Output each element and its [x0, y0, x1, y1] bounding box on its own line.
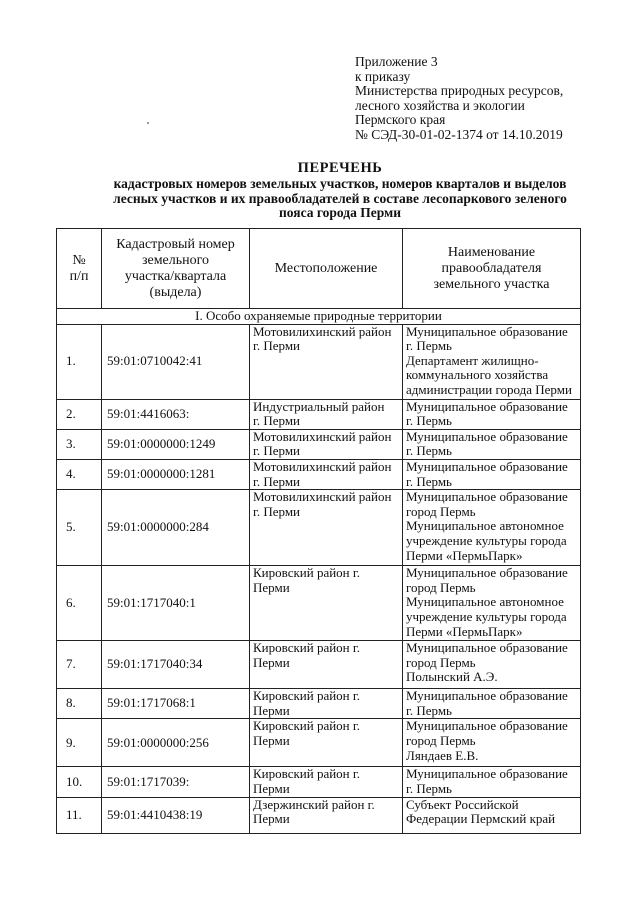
owner-line: Муниципальное образование — [406, 688, 568, 704]
location-cell — [250, 797, 403, 833]
owner-cell — [403, 797, 581, 833]
row-number: 11. — [57, 797, 102, 833]
owner-cell — [403, 767, 581, 797]
location-cell — [250, 767, 403, 797]
table-row — [57, 641, 581, 689]
owner-line: г. Пермь — [406, 413, 452, 429]
land-plots-table — [56, 228, 581, 834]
section-title: I. Особо охраняемые природные территории — [57, 309, 581, 325]
appendix-line: № СЭД-30-01-02-1374 от 14.10.2019 — [355, 126, 563, 142]
cadastral-number: 59:01:1717068:1 — [102, 689, 250, 719]
table-row — [57, 767, 581, 797]
location-cell — [250, 429, 403, 459]
location-cell — [250, 459, 403, 489]
owner-line: г. Пермь — [406, 473, 452, 489]
header-location: Местоположение — [250, 229, 403, 309]
location-line: г. Перми — [253, 473, 301, 489]
cadastral-number: 59:01:0000000:1249 — [102, 429, 250, 459]
cadastral-number: 59:01:4416063: — [102, 399, 250, 429]
row-number: 10. — [57, 767, 102, 797]
location-cell — [250, 399, 403, 429]
owner-line: учреждение культуры города — [406, 532, 567, 548]
table-row — [57, 324, 581, 399]
location-line: Мотовилихинский район — [253, 428, 392, 444]
location-line: Кировский район г. — [253, 766, 360, 782]
owner-cell — [403, 429, 581, 459]
location-line: Кировский район г. — [253, 565, 360, 581]
title-line: пояса города Перми — [279, 205, 401, 221]
owner-line: город Пермь — [406, 654, 476, 670]
location-line: Перми — [253, 654, 290, 670]
owner-line: город Пермь — [406, 503, 476, 519]
location-line: Перми — [253, 811, 290, 827]
location-line: Кировский район г. — [253, 718, 360, 734]
row-number: 1. — [57, 324, 102, 399]
location-cell — [250, 689, 403, 719]
owner-cell — [403, 641, 581, 689]
row-number: 3. — [57, 429, 102, 459]
cadastral-number: 59:01:0710042:41 — [102, 324, 250, 399]
table-row — [57, 429, 581, 459]
owner-line: Муниципальное образование — [406, 766, 568, 782]
owner-cell — [403, 324, 581, 399]
location-line: Мотовилихинский район — [253, 489, 392, 505]
table-row — [57, 399, 581, 429]
owner-line: Муниципальное автономное — [406, 594, 564, 610]
location-line: г. Перми — [253, 443, 301, 459]
owner-line: г. Пермь — [406, 780, 452, 796]
owner-line: Полынский А.Э. — [406, 669, 498, 685]
owner-line: г. Пермь — [406, 443, 452, 459]
owner-line: г. Пермь — [406, 338, 452, 354]
location-line: Индустриальный район — [253, 398, 385, 414]
header-owner: Наименование правообладателя земельного участка — [403, 229, 581, 309]
location-line: Мотовилихинский район — [253, 458, 392, 474]
cadastral-number: 59:01:0000000:284 — [102, 490, 250, 566]
section-row — [57, 309, 581, 325]
owner-cell — [403, 719, 581, 767]
location-cell — [250, 719, 403, 767]
owner-line: Муниципальное образование — [406, 398, 568, 414]
appendix-line: Приложение 3 — [355, 54, 438, 69]
title-heading: ПЕРЕЧЕНЬ — [297, 160, 383, 176]
owner-line: Федерации Пермский край — [406, 811, 556, 827]
location-line: г. Перми — [253, 338, 301, 354]
location-line: Перми — [253, 732, 290, 748]
location-line: Мотовилихинский район — [253, 323, 392, 339]
location-line: Кировский район г. — [253, 688, 360, 704]
owner-line: Муниципальное образование — [406, 323, 568, 339]
owner-line: Ляндаев Е.В. — [406, 747, 479, 763]
owner-line: Муниципальное образование — [406, 565, 568, 581]
owner-line: Муниципальное образование — [406, 718, 568, 734]
location-cell — [250, 324, 403, 399]
owner-cell — [403, 399, 581, 429]
owner-line: г. Пермь — [406, 702, 452, 718]
owner-line: учреждение культуры города — [406, 608, 567, 624]
table-row — [57, 689, 581, 719]
owner-line: Перми «ПермьПарк» — [406, 547, 523, 563]
row-number: 5. — [57, 490, 102, 566]
location-line: Перми — [253, 579, 290, 595]
document-title — [60, 160, 620, 221]
location-line: г. Перми — [253, 413, 301, 429]
row-number: 8. — [57, 689, 102, 719]
owner-line: Муниципальное образование — [406, 640, 568, 656]
owner-line: город Пермь — [406, 732, 476, 748]
cadastral-number: 59:01:1717040:1 — [102, 566, 250, 641]
table-row — [57, 459, 581, 489]
appendix-block — [355, 55, 635, 143]
row-number: 7. — [57, 641, 102, 689]
owner-cell — [403, 459, 581, 489]
appendix-line: Пермского края — [355, 112, 446, 128]
table-row — [57, 719, 581, 767]
title-line: лесных участков и их правообладателей в составе лесопаркового зеленого — [113, 190, 567, 206]
owner-line: город Пермь — [406, 579, 476, 595]
owner-line: Муниципальное образование — [406, 428, 568, 444]
cadastral-number: 59:01:0000000:1281 — [102, 459, 250, 489]
cadastral-number: 59:01:0000000:256 — [102, 719, 250, 767]
cadastral-number: 59:01:1717040:34 — [102, 641, 250, 689]
owner-cell — [403, 566, 581, 641]
table-row — [57, 566, 581, 641]
cadastral-number: 59:01:1717039: — [102, 767, 250, 797]
location-line: Перми — [253, 780, 290, 796]
location-line: г. Перми — [253, 503, 301, 519]
owner-line: Перми «ПермьПарк» — [406, 623, 523, 639]
appendix-line: к приказу — [355, 68, 411, 84]
cadastral-number: 59:01:4410438:19 — [102, 797, 250, 833]
owner-line: коммунального хозяйства — [406, 367, 549, 383]
location-line: Дзержинский район г. — [253, 796, 375, 812]
header-cadastral: Кадастровый номер земельного участка/квартала (выдела) — [102, 229, 250, 309]
row-number: 6. — [57, 566, 102, 641]
location-line: Перми — [253, 702, 290, 718]
appendix-line: Министерства природных ресурсов, — [355, 83, 564, 99]
table-header-row — [57, 229, 581, 309]
row-number: 2. — [57, 399, 102, 429]
row-number: 4. — [57, 459, 102, 489]
owner-cell — [403, 490, 581, 566]
title-line: кадастровых номеров земельных участков, номеров кварталов и выделов — [113, 176, 567, 191]
owner-line: Субъект Российской — [406, 796, 519, 812]
header-num: № п/п — [57, 229, 102, 309]
location-cell — [250, 566, 403, 641]
row-number: 9. — [57, 719, 102, 767]
owner-line: Муниципальное образование — [406, 458, 568, 474]
owner-line: Муниципальное автономное — [406, 518, 564, 534]
scan-speck — [147, 122, 149, 124]
owner-line: Департамент жилищно- — [406, 352, 539, 368]
table-row — [57, 797, 581, 833]
table-row — [57, 490, 581, 566]
location-line: Кировский район г. — [253, 640, 360, 656]
owner-line: Муниципальное образование — [406, 489, 568, 505]
owner-cell — [403, 689, 581, 719]
appendix-line: лесного хозяйства и экологии — [355, 97, 525, 113]
owner-line: администрации города Перми — [406, 381, 572, 397]
location-cell — [250, 641, 403, 689]
location-cell — [250, 490, 403, 566]
